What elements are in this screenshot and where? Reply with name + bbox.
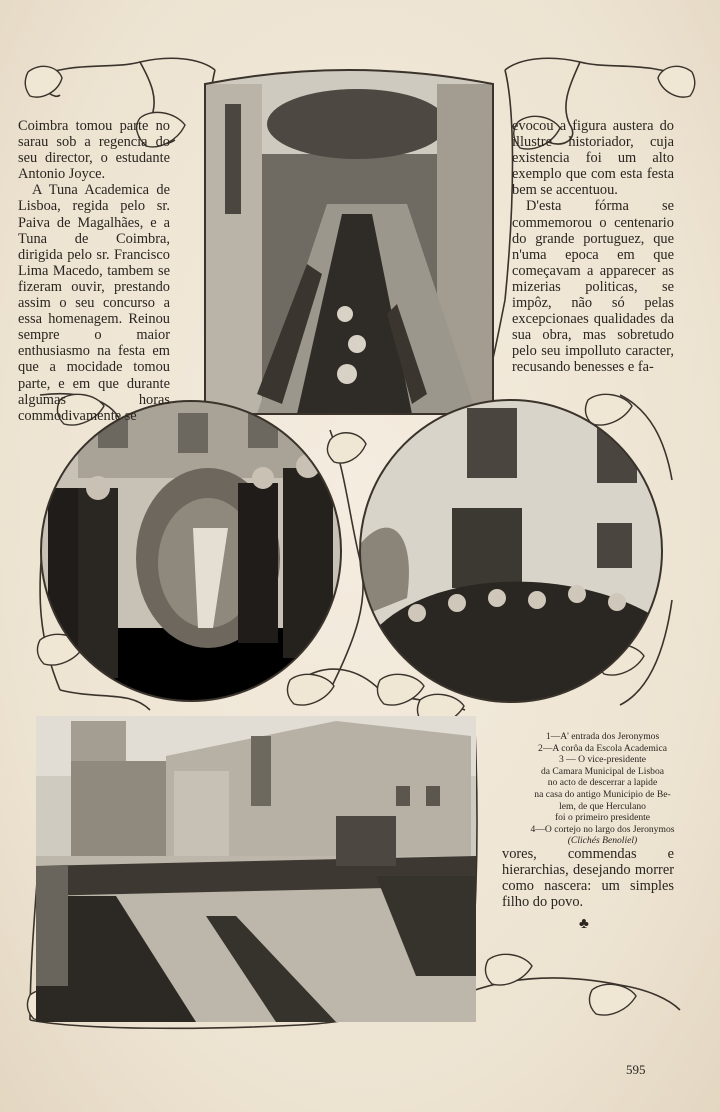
photo-entrada-jeronymos (197, 64, 501, 422)
article-paragraph: A Tuna Academica de Lisboa, regida pelo sr. Paiva de Magalhães, e a Tuna de Coimbra, dirigida pelo sr. Francisco Lima Macedo, tambem se fizeram ouvir, prestando assim o seu concurso a essa homenagem. Reinou sempre o maior enthusiasmo na festa em que a mocidade tomou parte, e em que durante algumas horas commodivamente se (18, 182, 170, 424)
caption-line: 4—O cortejo no largo dos Jeronymos (530, 823, 675, 835)
article-left-column (18, 118, 170, 424)
photo-cortejo-largo-jeronymos (36, 716, 476, 1022)
caption-line: da Camara Municipal de Lisboa (540, 765, 665, 777)
caption-line: no acto de descerrar a lapide (547, 777, 658, 789)
caption-line: 1—A' entrada dos Jeronymos (545, 731, 660, 742)
photo-captions (500, 731, 705, 847)
caption-line: na casa do antigo Municipio de Be- (534, 788, 671, 800)
page-number: 595 (626, 1062, 646, 1077)
article-paragraph: D'esta fórma se commemorou o centenario do grande portuguez, que n'uma epoca em que começavam a apparecer as mizerias politicas, se impôz, não só pelas excepcionaes qualidades da sua obra, mas sobretudo pelo seu impolluto caracter, recusando benesses e fa- (512, 198, 674, 376)
caption-line: 3 — O vice-presidente (558, 754, 647, 766)
caption-credit: (Clichés Benoliel) (567, 835, 638, 847)
article-paragraph: Coimbra tomou parte no sarau sob a regencia do seu director, o estudante Antonio Joyce. (18, 118, 170, 183)
club-ornament-icon: ♣ (579, 916, 589, 932)
photo-corao-escola-academica (38, 398, 344, 704)
caption-line: 2—A corôa da Escola Academica (538, 742, 667, 754)
photo-vice-presidente-lapide (357, 398, 665, 704)
caption-line: lem, de que Herculano (559, 800, 646, 812)
caption-line: foi o primeiro presidente (554, 812, 651, 824)
article-right-column (512, 118, 674, 376)
article-closing-paragraph: vores, commendas e hierarchias, desejando morrer como nascera: um simples filho do povo. (502, 846, 674, 911)
article-paragraph: evocou a figura austera do illustre historiador, cuja existencia foi um alto exemplo que com esta festa bem se accentuou. (512, 118, 674, 199)
